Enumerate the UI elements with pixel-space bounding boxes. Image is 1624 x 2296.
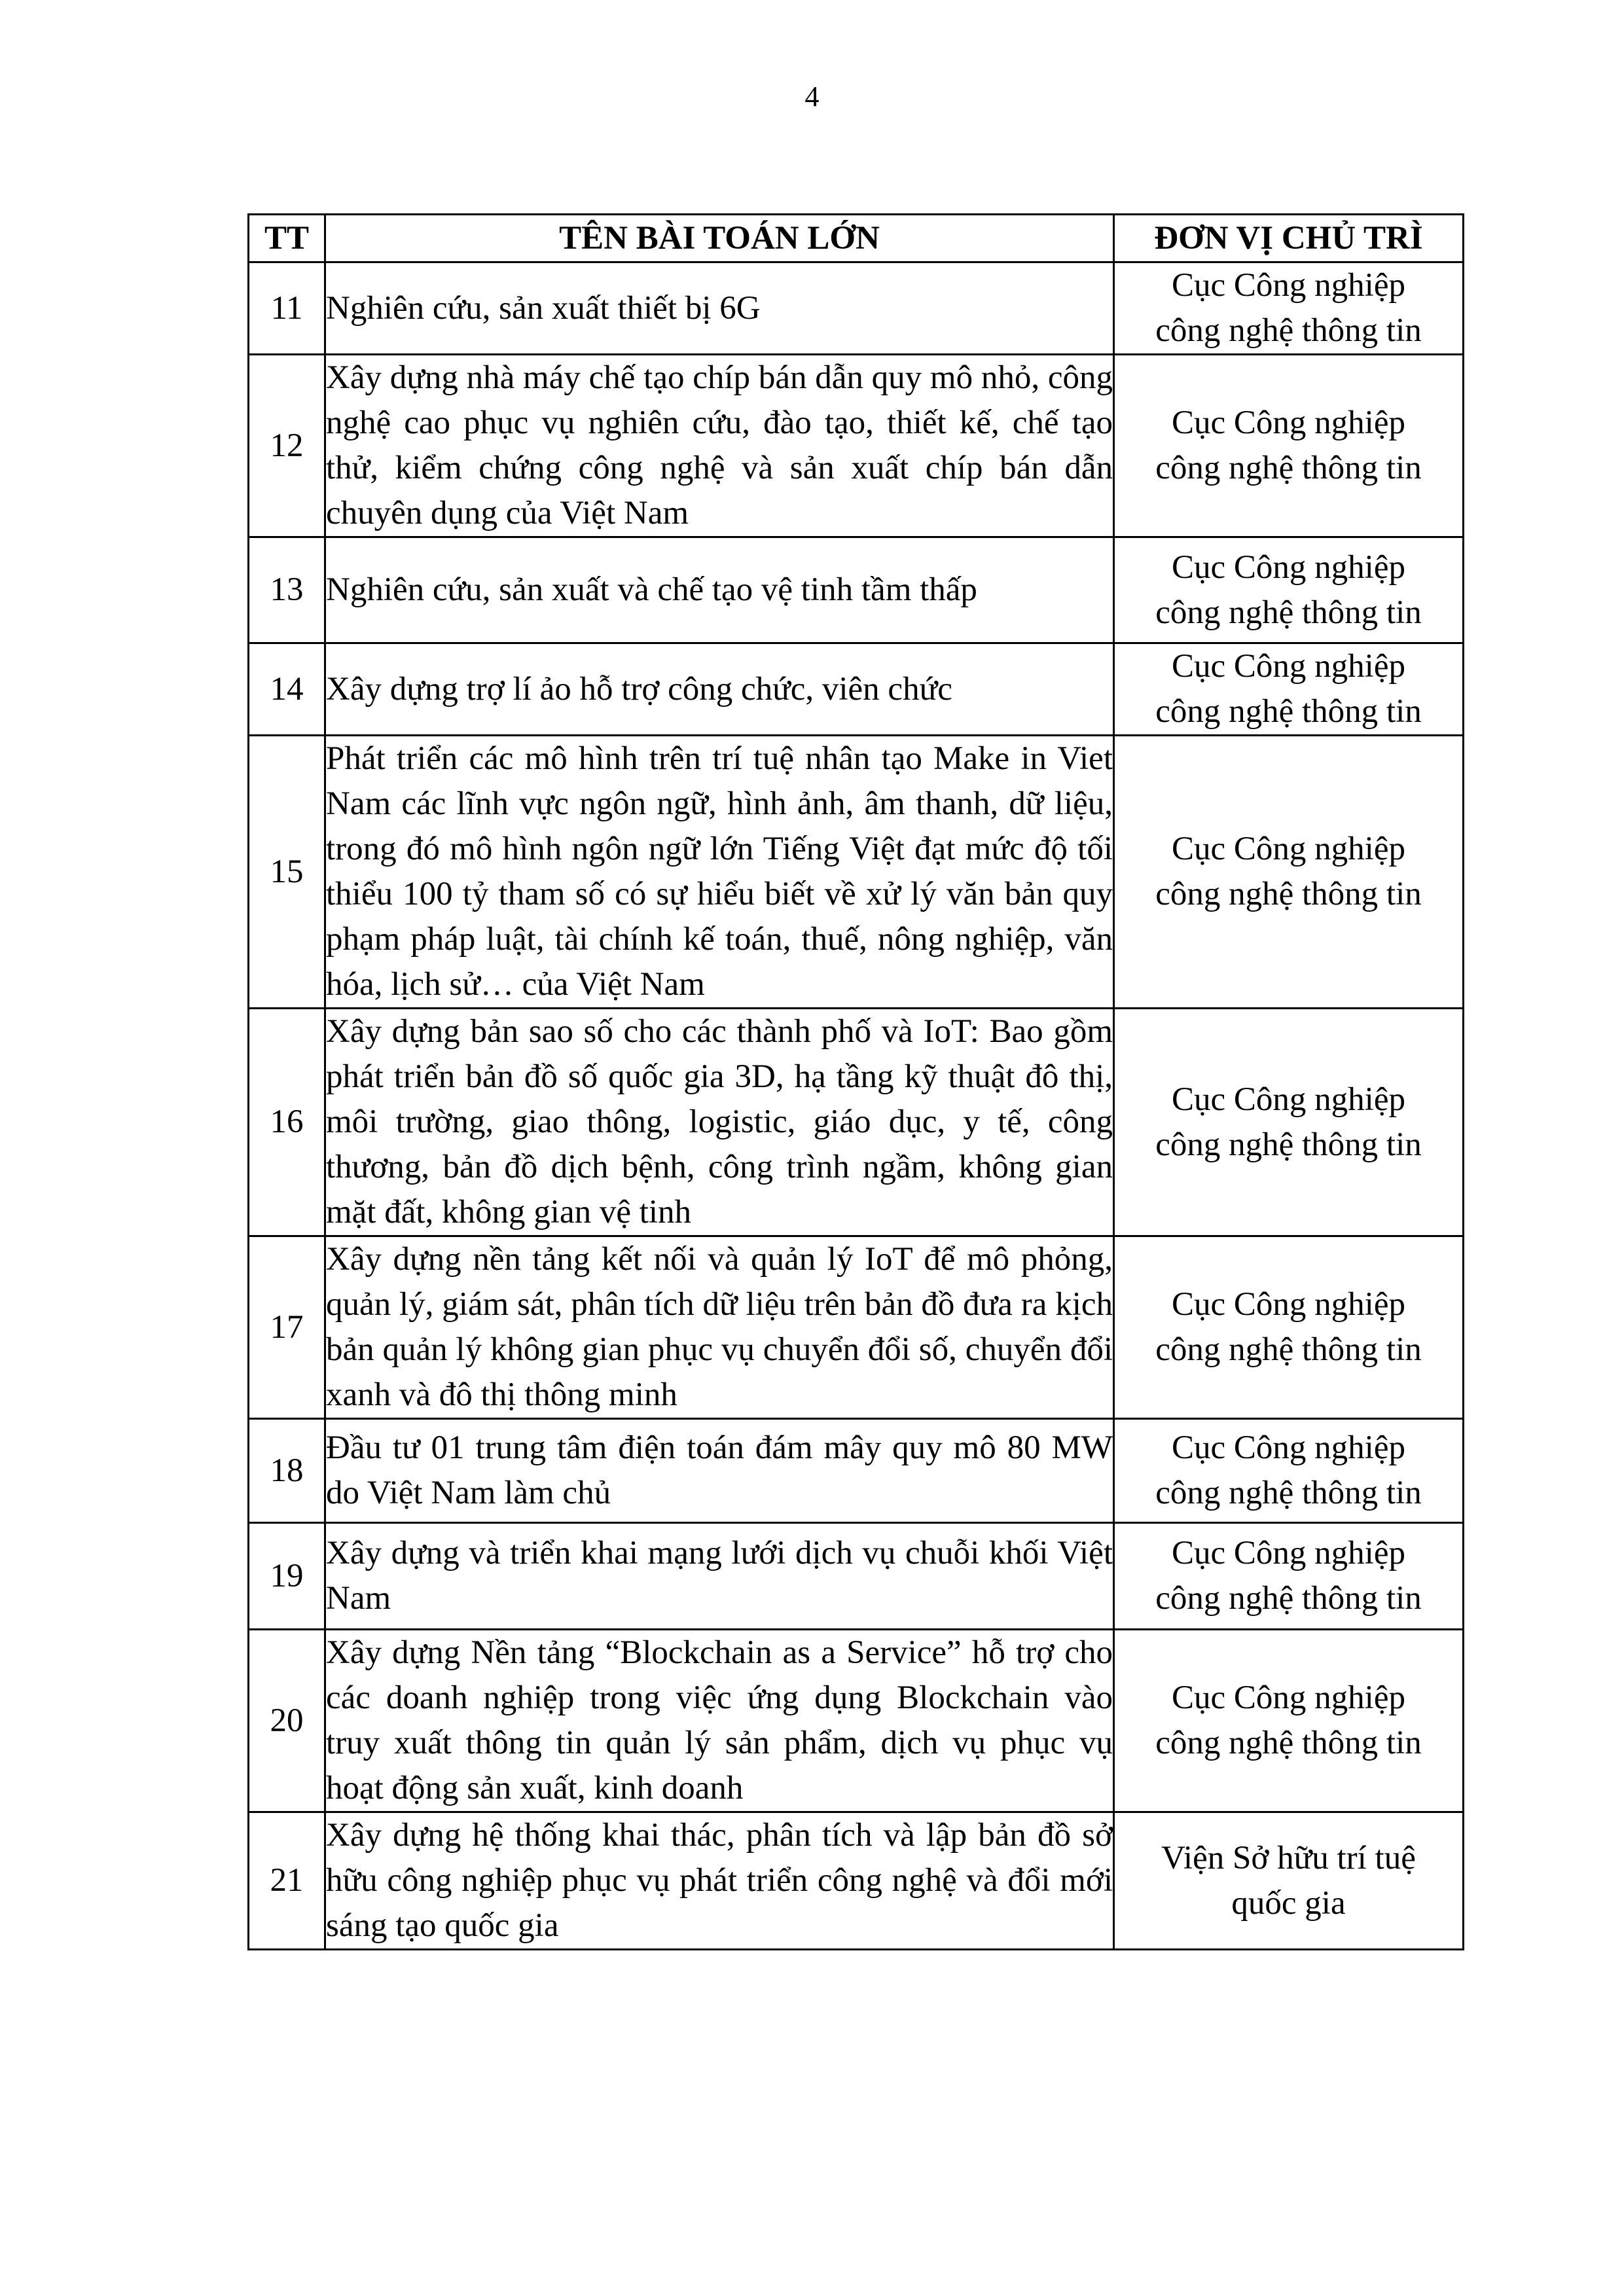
- row-number: 18: [249, 1419, 325, 1523]
- lead-unit: [1114, 262, 1464, 355]
- table-row: [249, 262, 1464, 355]
- table-row: [249, 643, 1464, 736]
- lead-unit: [1114, 1630, 1464, 1812]
- lead-unit: [1114, 537, 1464, 643]
- task-title: Xây dựng nền tảng kết nối và quản lý IoT để mô phỏng, quản lý, giám sát, phân tích dữ liệu trên bản đồ đưa ra kịch bản quản lý không gian phục vụ chuyển đổi số, chuyển đổi xanh và đô thị thông minh: [325, 1236, 1114, 1419]
- table-row: [249, 736, 1464, 1009]
- table-row: [249, 1630, 1464, 1812]
- table-row: [249, 1523, 1464, 1630]
- page-number: 4: [804, 81, 820, 113]
- lead-unit-line: Cục Công nghiệp: [1172, 1081, 1405, 1118]
- lead-unit-line: công nghệ thông tin: [1155, 450, 1422, 486]
- lead-unit-line: Cục Công nghiệp: [1172, 831, 1405, 867]
- lead-unit-line: Cục Công nghiệp: [1172, 1286, 1405, 1323]
- row-number: 16: [249, 1009, 325, 1236]
- task-title: Xây dựng Nền tảng “Blockchain as a Service” hỗ trợ cho các doanh nghiệp trong việc ứng dụng Blockchain vào truy xuất thông tin quản lý sản phẩm, dịch vụ phục vụ hoạt động sản xuất, kinh doanh: [325, 1630, 1114, 1812]
- tasks-table: [247, 213, 1464, 1950]
- row-number: 17: [249, 1236, 325, 1419]
- lead-unit: [1114, 1419, 1464, 1523]
- row-number: 14: [249, 643, 325, 736]
- lead-unit-line: công nghệ thông tin: [1155, 1126, 1422, 1163]
- task-title: Đầu tư 01 trung tâm điện toán đám mây quy mô 80 MW do Việt Nam làm chủ: [325, 1419, 1114, 1523]
- table-row: [249, 1236, 1464, 1419]
- row-number: 21: [249, 1812, 325, 1950]
- task-title: Xây dựng bản sao số cho các thành phố và IoT: Bao gồm phát triển bản đồ số quốc gia 3D, hạ tầng kỹ thuật đô thị, môi trường, giao thông, logistic, giáo dục, y tế, công thương, bản đồ dịch bệnh, công trình ngầm, không gian mặt đất, không gian vệ tinh: [325, 1009, 1114, 1236]
- row-number: 19: [249, 1523, 325, 1630]
- task-title: Xây dựng và triển khai mạng lưới dịch vụ chuỗi khối Việt Nam: [325, 1523, 1114, 1630]
- header-title: TÊN BÀI TOÁN LỚN: [325, 215, 1114, 262]
- lead-unit: [1114, 1236, 1464, 1419]
- lead-unit-line: công nghệ thông tin: [1155, 1580, 1422, 1617]
- lead-unit: [1114, 355, 1464, 537]
- task-title: Xây dựng hệ thống khai thác, phân tích và lập bản đồ sở hữu công nghiệp phục vụ phát triển công nghệ và đổi mới sáng tạo quốc gia: [325, 1812, 1114, 1950]
- header-tt: TT: [249, 215, 325, 262]
- lead-unit: [1114, 1009, 1464, 1236]
- lead-unit-line: Cục Công nghiệp: [1172, 404, 1405, 441]
- row-number: 13: [249, 537, 325, 643]
- task-title: Phát triển các mô hình trên trí tuệ nhân tạo Make in Viet Nam các lĩnh vực ngôn ngữ, hình ảnh, âm thanh, dữ liệu, trong đó mô hình ngôn ngữ lớn Tiếng Việt đạt mức độ tối thiểu 100 tỷ tham số có sự hiểu biết về xử lý văn bản quy phạm pháp luật, tài chính kế toán, thuế, nông nghiệp, văn hóa, lịch sử… của Việt Nam: [325, 736, 1114, 1009]
- lead-unit-line: Cục Công nghiệp: [1172, 1679, 1405, 1716]
- header-unit: ĐƠN VỊ CHỦ TRÌ: [1114, 215, 1464, 262]
- lead-unit: [1114, 643, 1464, 736]
- row-number: 20: [249, 1630, 325, 1812]
- table-row: [249, 537, 1464, 643]
- table-row: [249, 355, 1464, 537]
- lead-unit-line: Cục Công nghiệp: [1172, 267, 1405, 304]
- table-row: [249, 1009, 1464, 1236]
- row-number: 12: [249, 355, 325, 537]
- lead-unit-line: Viện Sở hữu trí tuệ: [1161, 1839, 1416, 1876]
- row-number: 15: [249, 736, 325, 1009]
- lead-unit-line: công nghệ thông tin: [1155, 1725, 1422, 1761]
- row-number: 11: [249, 262, 325, 355]
- lead-unit-line: công nghệ thông tin: [1155, 594, 1422, 631]
- table-row: [249, 1419, 1464, 1523]
- lead-unit-line: công nghệ thông tin: [1155, 876, 1422, 912]
- lead-unit: [1114, 1812, 1464, 1950]
- task-title: Xây dựng trợ lí ảo hỗ trợ công chức, viên chức: [325, 643, 1114, 736]
- task-title: Nghiên cứu, sản xuất thiết bị 6G: [325, 262, 1114, 355]
- lead-unit: [1114, 1523, 1464, 1630]
- table-header-row: [249, 215, 1464, 262]
- lead-unit: [1114, 736, 1464, 1009]
- lead-unit-line: công nghệ thông tin: [1155, 1331, 1422, 1368]
- lead-unit-line: công nghệ thông tin: [1155, 1475, 1422, 1511]
- table-row: [249, 1812, 1464, 1950]
- lead-unit-line: quốc gia: [1231, 1884, 1346, 1922]
- lead-unit-line: Cục Công nghiệp: [1172, 1429, 1405, 1466]
- lead-unit-line: Cục Công nghiệp: [1172, 548, 1405, 586]
- lead-unit-line: công nghệ thông tin: [1155, 312, 1422, 349]
- lead-unit-line: Cục Công nghiệp: [1172, 648, 1405, 685]
- lead-unit-line: công nghệ thông tin: [1155, 693, 1422, 730]
- task-title: Nghiên cứu, sản xuất và chế tạo vệ tinh tầm thấp: [325, 537, 1114, 643]
- lead-unit-line: Cục Công nghiệp: [1172, 1535, 1405, 1571]
- task-title: Xây dựng nhà máy chế tạo chíp bán dẫn quy mô nhỏ, công nghệ cao phục vụ nghiên cứu, đào tạo, thiết kế, chế tạo thử, kiểm chứng công nghệ và sản xuất chíp bán dẫn chuyên dụng của Việt Nam: [325, 355, 1114, 537]
